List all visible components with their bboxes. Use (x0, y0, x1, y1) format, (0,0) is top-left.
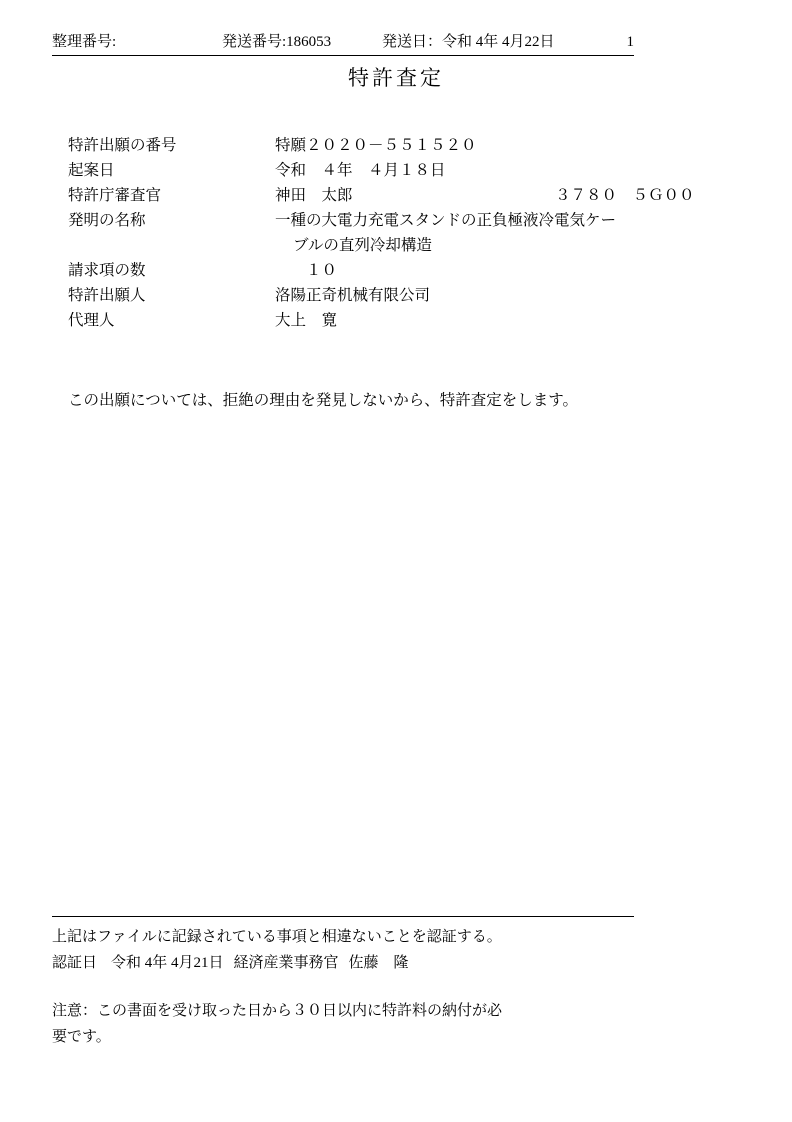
field-row-applicant (68, 283, 668, 308)
field-row-agent (68, 308, 668, 333)
field-value: 洛陽正奇机械有限公司 (275, 287, 431, 304)
field-label: 代理人 (68, 312, 115, 329)
field-value: 大上 寛 (275, 312, 338, 329)
notice-block (52, 998, 672, 1050)
field-value: １０ (275, 262, 338, 279)
certification-office: 経済産業事務官 (233, 955, 339, 971)
field-value: 一種の大電力充電スタンドの正負極液冷電気ケー (275, 212, 617, 229)
notice-line-1: 注意：この書面を受け取った日から３０日以内に特許料の納付が必 (52, 1003, 503, 1019)
field-label: 特許出願人 (68, 287, 146, 304)
field-list (68, 133, 695, 333)
field-row-application-number (68, 133, 668, 158)
page-title: 特許査定 (348, 66, 444, 90)
field-label: 特許庁審査官 (68, 187, 162, 204)
dispatch-date: 発送日：令和 4年 4月22日 (382, 34, 555, 50)
footer-divider (52, 916, 634, 917)
field-value: 神田 太郎 (275, 187, 353, 204)
certification-officer: 佐藤 隆 (348, 955, 409, 971)
certification-date-row (52, 950, 672, 976)
field-value-continued: ブルの直列冷却構造 (293, 237, 432, 254)
header-inner (52, 32, 634, 52)
field-label: 特許出願の番号 (68, 137, 177, 154)
field-row-invention-title (68, 208, 668, 233)
header-divider (52, 55, 634, 56)
control-number-label: 整理番号: (52, 34, 117, 50)
field-value: 特願２０２０－５５１５２０ (275, 137, 477, 154)
dispatch-number: 発送番号:186053 (222, 34, 332, 50)
page-number: 1 (626, 34, 634, 50)
certification-date-value: 令和 4年 4月21日 (111, 955, 224, 971)
field-row-claim-count (68, 258, 668, 283)
certification-text: 上記はファイルに記録されている事項と相違ないことを認証する。 (52, 929, 502, 945)
field-label: 請求項の数 (68, 262, 146, 279)
field-value: 令和 ４年 ４月１８日 (275, 162, 446, 179)
certification-date-label: 認証日 (52, 955, 98, 971)
field-label: 起案日 (68, 162, 115, 179)
field-row-drafting-date (68, 158, 668, 183)
field-label: 発明の名称 (68, 212, 146, 229)
examiner-code: ３７８０ ５Ｇ００ (555, 187, 695, 204)
notice-line-2: 要です。 (52, 1029, 111, 1045)
decision-statement: この出願については、拒絶の理由を発見しないから、特許査定をします。 (68, 392, 578, 409)
document-header (52, 32, 634, 52)
field-row-invention-title-cont (68, 233, 668, 258)
field-row-examiner (68, 183, 695, 208)
certification-block (52, 924, 672, 976)
